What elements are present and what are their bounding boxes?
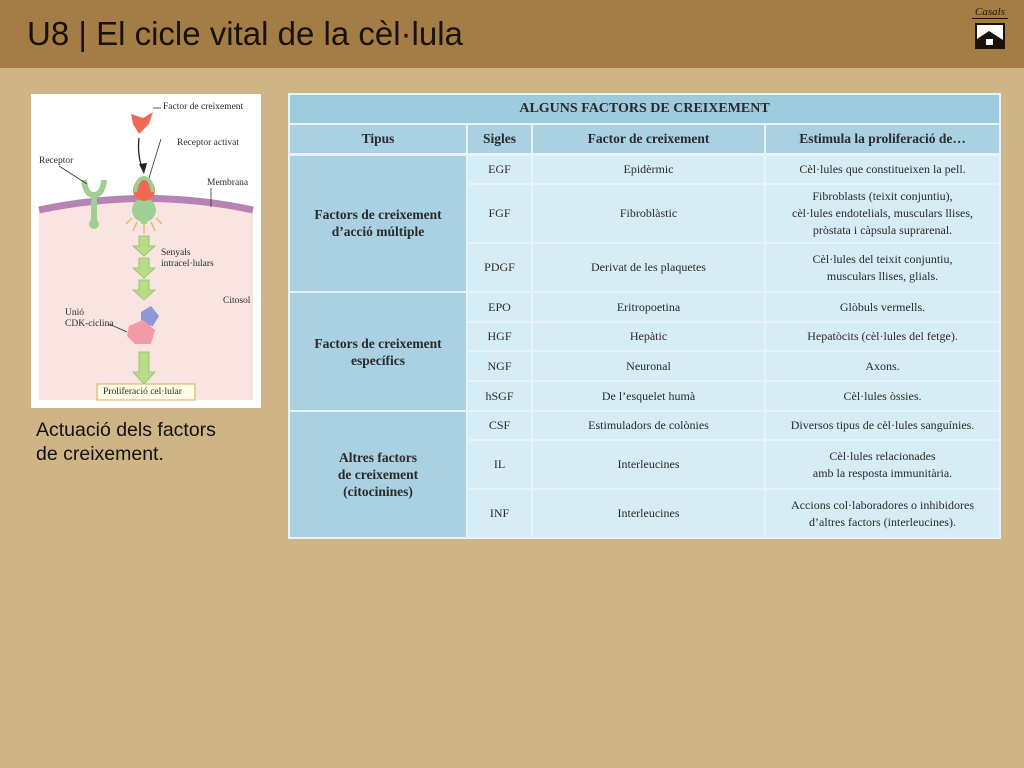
figure-caption: Actuació dels factors de creixement. [36, 419, 216, 465]
group-multiple-action: Factors de creixement d’acció múltiple [289, 154, 467, 292]
cell-factor: Interleucines [532, 440, 765, 489]
label-receptor: Receptor [39, 156, 74, 166]
cell-factor: Hepàtic [532, 322, 765, 351]
growth-factors-table [288, 93, 1001, 539]
label-cytosol: Citosol [223, 296, 251, 306]
label-cdk-cyclin: Unió CDK-ciclina [65, 308, 114, 329]
header-tipus: Tipus [289, 124, 467, 154]
logo-house-icon [975, 23, 1005, 49]
table-row [289, 292, 1000, 322]
label-proliferation: Proliferació cel·lular [103, 387, 182, 397]
cell-factor: Estimuladors de colònies [532, 411, 765, 440]
header-factor: Factor de creixement [532, 124, 765, 154]
cell-estimula: Hepatòcits (cèl·lules del fetge). [765, 322, 1000, 351]
cell-sigla: EPO [467, 292, 532, 322]
cell-sigla: EGF [467, 154, 532, 184]
slide-header [0, 0, 1024, 68]
casals-logo [972, 7, 1008, 55]
growth-factor-diagram [31, 94, 261, 408]
cell-sigla: NGF [467, 351, 532, 381]
table-row [289, 411, 1000, 440]
cell-estimula: Glòbuls vermells. [765, 292, 1000, 322]
cell-factor: Epidèrmic [532, 154, 765, 184]
cell-estimula: Cèl·lules del teixit conjuntiu, musculars llises, glials. [765, 243, 1000, 292]
header-sigles: Sigles [467, 124, 532, 154]
cell-factor: De l’esquelet humà [532, 381, 765, 411]
cell-factor: Neuronal [532, 351, 765, 381]
cell-factor: Derivat de les plaquetes [532, 243, 765, 292]
label-intracellular-signals: Senyals intracel·lulars [161, 248, 214, 269]
cell-sigla: FGF [467, 184, 532, 243]
cell-estimula: Cèl·lules òssies. [765, 381, 1000, 411]
label-active-receptor: Receptor activat [177, 138, 239, 148]
table-title: ALGUNS FACTORS DE CREIXEMENT [289, 94, 1000, 124]
label-growth-factor: Factor de creixement [163, 102, 244, 112]
growth-factors-table-wrap [288, 93, 999, 538]
cell-sigla: HGF [467, 322, 532, 351]
cell-factor: Eritropoetina [532, 292, 765, 322]
cell-sigla: INF [467, 489, 532, 538]
table-row [289, 154, 1000, 184]
cell-sigla: CSF [467, 411, 532, 440]
cell-sigla: PDGF [467, 243, 532, 292]
cell-estimula: Diversos tipus de cèl·lules sanguínies. [765, 411, 1000, 440]
header-estimula: Estimula la proliferació de… [765, 124, 1000, 154]
cell-estimula: Fibroblasts (teixit conjuntiu), cèl·lules endotelials, musculars llises, pròstata i càpsula suprarenal. [765, 184, 1000, 243]
logo-text: Casals [972, 7, 1008, 19]
group-cytokines: Altres factors de creixement (citocinines) [289, 411, 467, 538]
cell-factor: Fibroblàstic [532, 184, 765, 243]
group-specific: Factors de creixement específics [289, 292, 467, 411]
cell-factor: Interleucines [532, 489, 765, 538]
growth-factor-icon [131, 112, 153, 134]
cell-estimula: Accions col·laboradores o inhibidores d’altres factors (interleucines). [765, 489, 1000, 538]
cell-estimula: Cèl·lules que constitueixen la pell. [765, 154, 1000, 184]
cell-sigla: IL [467, 440, 532, 489]
slide-title: U8 | El cicle vital de la cèl·lula [27, 15, 463, 52]
label-membrane: Membrana [207, 178, 249, 188]
cell-estimula: Axons. [765, 351, 1000, 381]
cell-estimula: Cèl·lules relacionades amb la resposta immunitària. [765, 440, 1000, 489]
cell-sigla: hSGF [467, 381, 532, 411]
